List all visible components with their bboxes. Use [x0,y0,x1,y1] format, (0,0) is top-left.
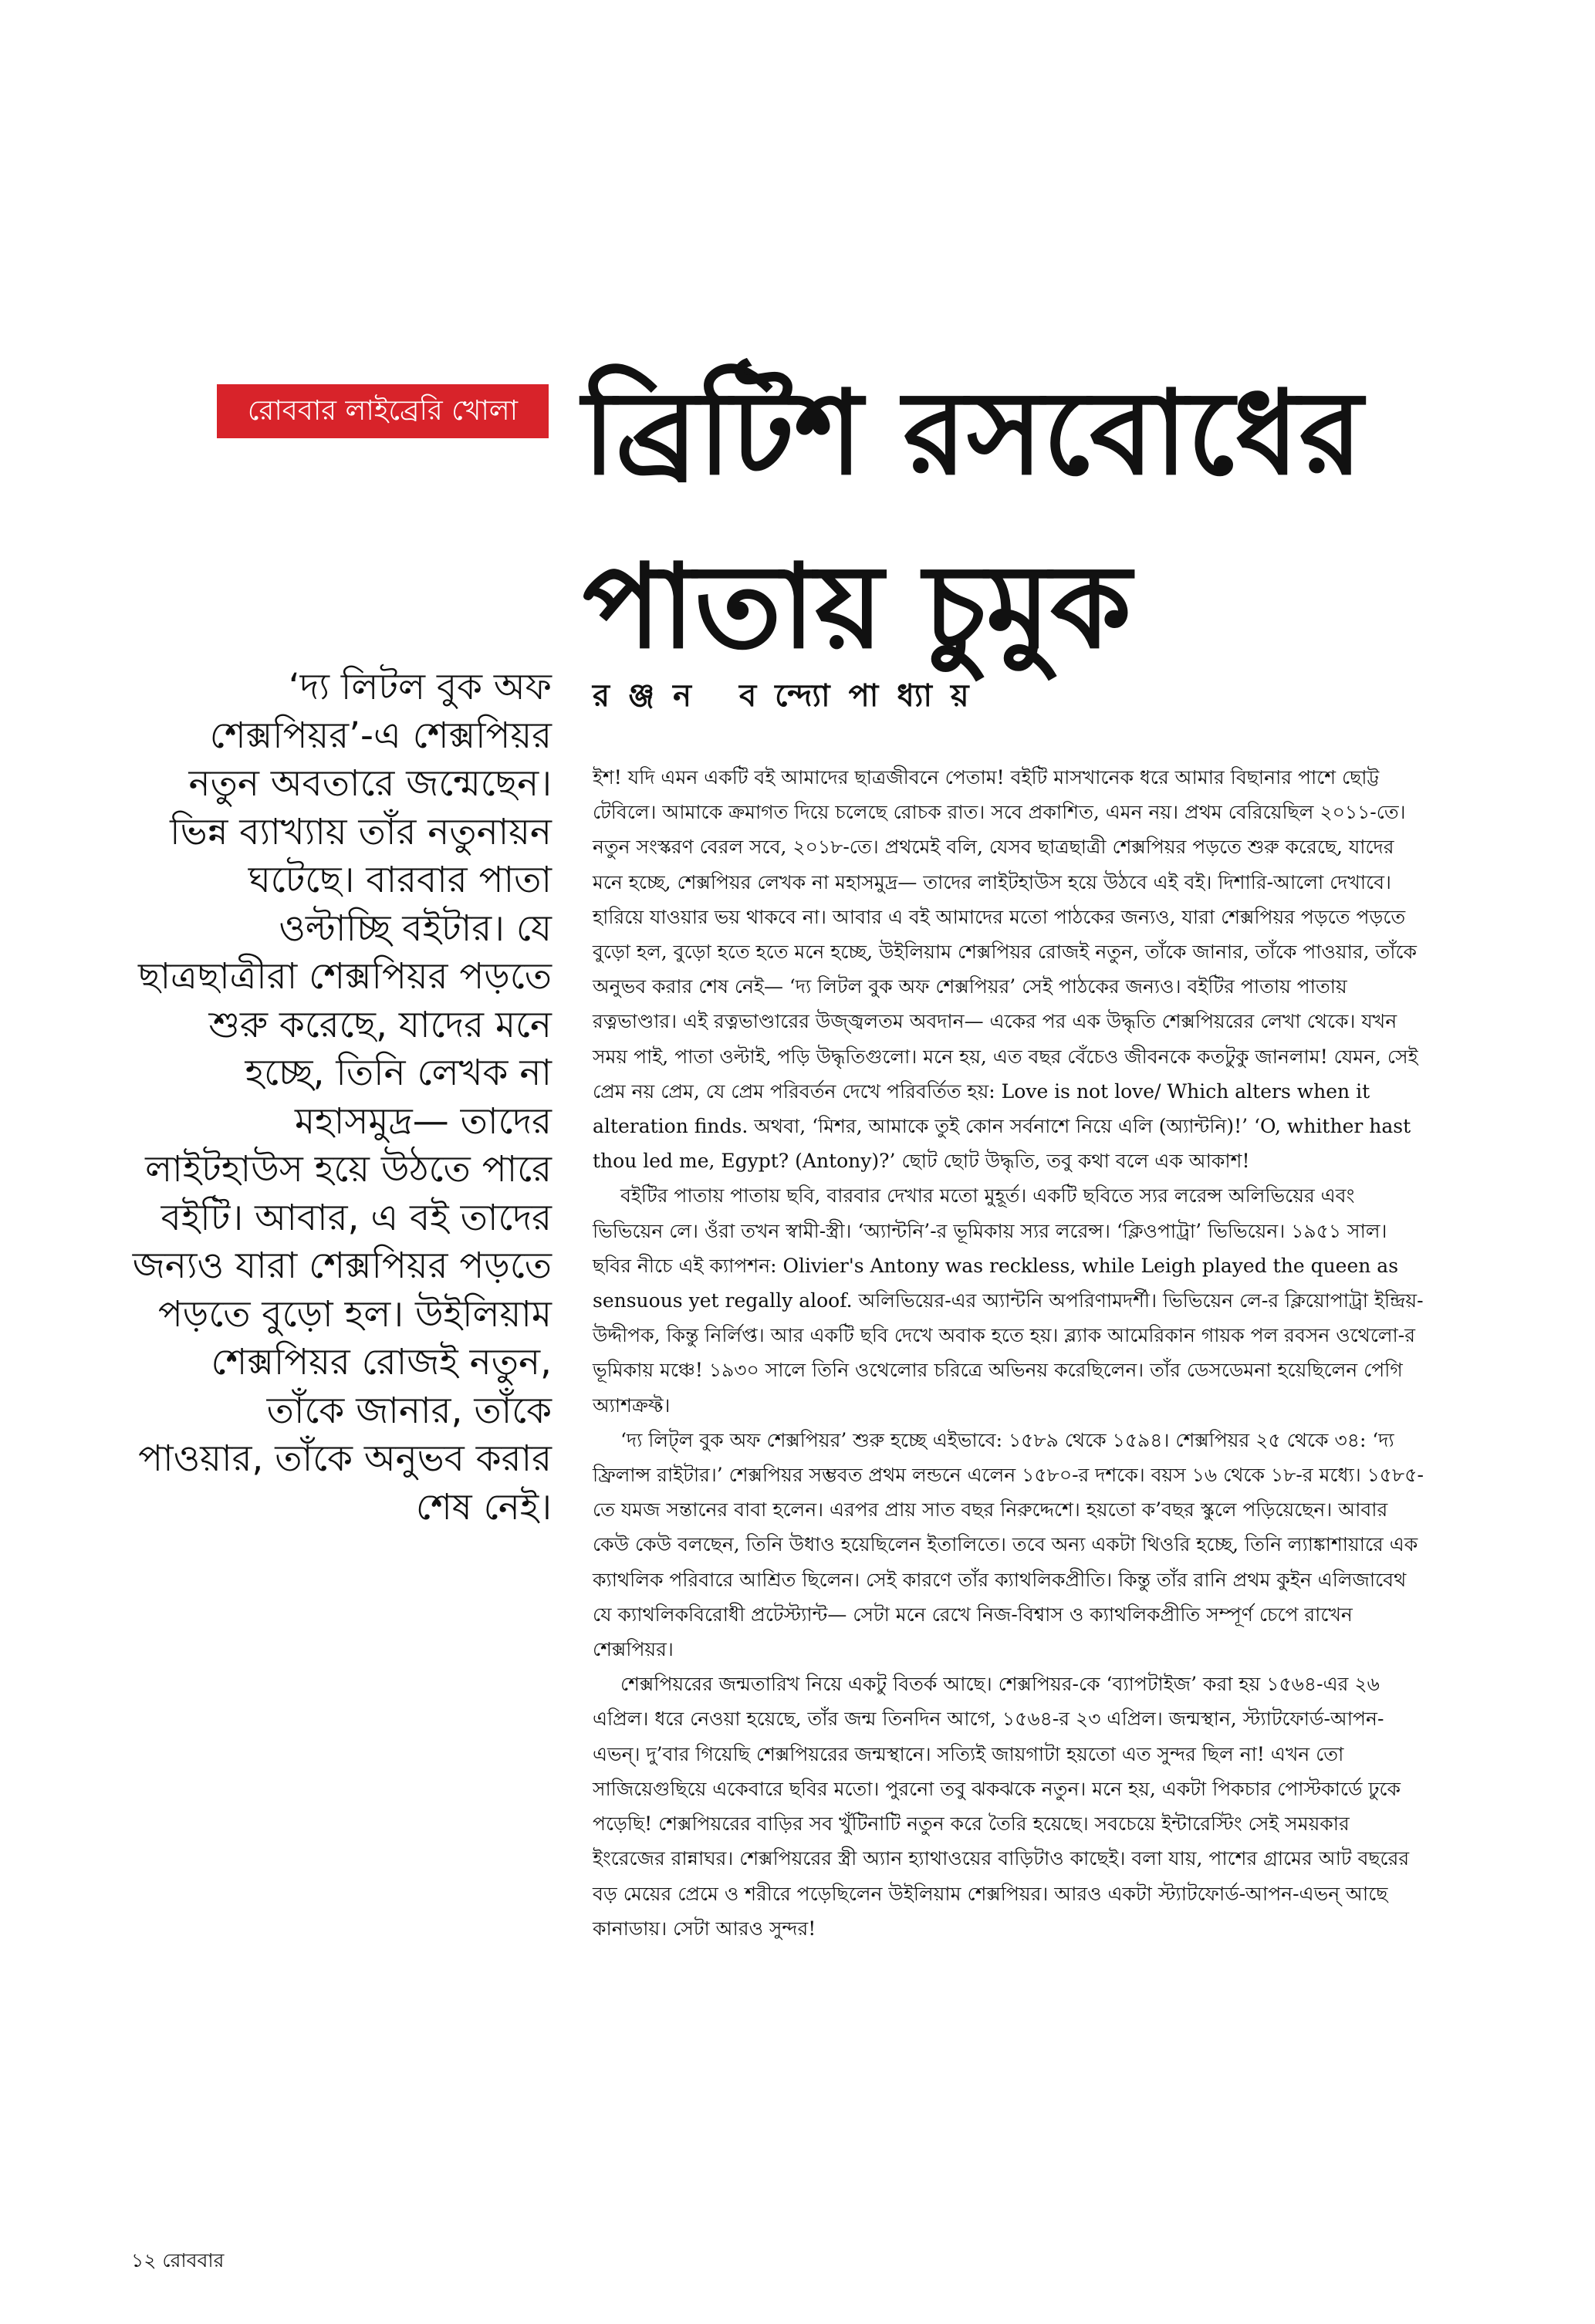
section-label: রোববার লাইব্রেরি খোলা [217,384,549,438]
body-paragraph: বইটির পাতায় পাতায় ছবি, বারবার দেখার মতো মুহূর্ত। একটি ছবিতে স্যর লরেন্স অলিভিয়ের এবং ভিভিয়েন লে। ওঁরা তখন স্বামী-স্ত্রী। ‘অ্যান্টনি’-র ভূমিকায় স্যর লরেন্স। ‘ক্লিওপাট্রা’ ভিভিয়েন। ১৯৫১ সাল। ছবির নীচে এই ক্যাপশন: Olivier's Antony was reckless, while Leigh played the queen as sensuous yet regally aloof. অলিভিয়ের-এর অ্যান্টনি অপরিণামদর্শী। ভিভিয়েন লে-র ক্লিয়োপাট্রা ইন্দ্রিয়-উদ্দীপক, কিন্তু নির্লিপ্ত। আর একটি ছবি দেখে অবাক হতে হয়। ব্ল্যাক আমেরিকান গায়ক পল রবসন ওথেলো-র ভূমিকায় মঞ্চে! ১৯৩০ সালে তিনি ওথেলোর চরিত্রে অভিনয় করেছিলেন। তাঁর ডেসডেমনা হয়েছিলেন পেগি অ্যাশক্রফ্ট। [593,1184,1424,1417]
body-paragraph: ইশ! যদি এমন একটি বই আমাদের ছাত্রজীবনে পেতাম! বইটি মাসখানেক ধরে আমার বিছানার পাশে ছোট্ট টেবিলে। আমাকে ক্রমাগত দিয়ে চলেছে রোচক রাত। সবে প্রকাশিত, এমন নয়। প্রথম বেরিয়েছিল ২০১১-তে। নতুন সংস্করণ বেরল সবে, ২০১৮-তে। প্রথমেই বলি, যেসব ছাত্রছাত্রী শেক্সপিয়র পড়তে শুরু করেছে, যাদের মনে হচ্ছে, শেক্সপিয়র লেখক না মহাসমুদ্র— তাদের লাইটহাউস হয়ে উঠবে এই বই। দিশারি-আলো দেখাবে। হারিয়ে যাওয়ার ভয় থাকবে না। আবার এ বই আমাদের মতো পাঠকের জন্যও, যারা শেক্সপিয়র পড়তে পড়তে বুড়ো হল, বুড়ো হতে হতে মনে হচ্ছে, উইলিয়াম শেক্সপিয়র রোজই নতুন, তাঁকে জানার, তাঁকে পাওয়ার, তাঁকে অনুভব করার শেষ নেই— ‘দ্য লিটল বুক অফ শেক্সপিয়র’ সেই পাঠকের জন্যও। বইটির পাতায় পাতায় রত্নভাণ্ডার। এই রত্নভাণ্ডারের উজ্জ্বলতম অবদান— একের পর এক উদ্ধৃতি শেক্সপিয়রের লেখা থেকে। যখন সময় পাই, পাতা ওল্টাই, পড়ি উদ্ধৃতিগুলো। মনে হয়, এত বছর বেঁচেও জীবনকে কতটুকু জানলাম! যেমন, সেই প্রেম নয় প্রেম, যে প্রেম পরিবর্তন দেখে পরিবর্তিত হয়: Love is not love/ Which alters when it alteration finds. অথবা, ‘মিশর, আমাকে তুই কোন সর্বনাশে নিয়ে এলি (অ্যান্টনি)!’ ‘O, whither hast thou led me, Egypt? (Antony)?’ ছোট ছোট উদ্ধৃতি, তবু কথা বলে এক আকাশ! [593,766,1418,1173]
body-paragraph: ‘দ্য লিট্‌ল বুক অফ শেক্সপিয়র’ শুরু হচ্ছে এইভাবে: ১৫৮৯ থেকে ১৫৯৪। শেক্সপিয়র ২৫ থেকে ৩৪: ‘দ্য ফ্রিলান্স রাইটার।’ শেক্সপিয়র সম্ভবত প্রথম লন্ডনে এলেন ১৫৮০-র দশকে। বয়স ১৬ থেকে ১৮-র মধ্যে। ১৫৮৫-তে যমজ সন্তানের বাবা হলেন। এরপর প্রায় সাত বছর নিরুদ্দেশে। হয়তো ক’বছর স্কুলে পড়িয়েছেন। আবার কেউ কেউ বলছেন, তিনি উধাও হয়েছিলেন ইতালিতে। তবে অন্য একটা থিওরি হচ্ছে, তিনি ল্যাঙ্কাশায়ারে এক ক্যাথলিক পরিবারে আশ্রিত ছিলেন। সেই কারণে তাঁর ক্যাথলিকপ্রীতি। কিন্তু তাঁর রানি প্রথম কুইন এলিজাবেথ যে ক্যাথলিকবিরোধী প্রটেস্ট্যান্ট— সেটা মনে রেখে নিজ-বিশ্বাস ও ক্যাথলিকপ্রীতি সম্পূর্ণ চেপে রাখেন শেক্সপিয়র। [593,1428,1424,1661]
headline: ব্রিটিশ রসবোধের পাতায় চুমুক [583,367,1363,674]
body-paragraph: শেক্সপিয়রের জন্মতারিখ নিয়ে একটু বিতর্ক আছে। শেক্সপিয়র-কে ‘ব্যাপটাইজ’ করা হয় ১৫৬৪-এর ২৬ এপ্রিল। ধরে নেওয়া হয়েছে, তাঁর জন্ম তিনদিন আগে, ১৫৬৪-র ২৩ এপ্রিল। জন্মস্থান, স্ট্যাটফোর্ড-আপন-এভন্‌। দু’বার গিয়েছি শেক্সপিয়রের জন্মস্থানে। সত্যিই জায়গাটা হয়তো এত সুন্দর ছিল না! এখন তো সাজিয়েগুছিয়ে একেবারে ছবির মতো। পুরনো তবু ঝকঝকে নতুন। মনে হয়, একটা পিকচার পোস্টকার্ডে ঢুকে পড়েছি! শেক্সপিয়রের বাড়ির সব খুঁটিনাটি নতুন করে তৈরি হয়েছে। সবচেয়ে ইন্টারেস্টিং সেই সময়কার ইংরেজের রান্নাঘর। শেক্সপিয়রের স্ত্রী অ্যান হ্যাথাওয়ের বাড়িটাও কাছেই। বলা যায়, পাশের গ্রামের আট বছরের বড় মেয়ের প্রেমে ও শরীরে পড়েছিলেন উইলিয়াম শেক্সপিয়র। আরও একটা স্ট্যাটফোর্ড-আপন-এভন্‌ আছে কানাডায়। সেটা আরও সুন্দর! [593,1673,1410,1940]
pull-quote: ‘দ্য লিটল বুক অফ শেক্সপিয়র’-এ শেক্সপিয়র নতুন অবতারে জন্মেছেন। ভিন্ন ব্যাখ্যায় তাঁর নতুনায়ন ঘটেছে। বারবার পাতা ওল্টাচ্ছি বইটার। যে ছাত্রছাত্রীরা শেক্সপিয়র পড়তে শুরু করেছে, যাদের মনে হচ্ছে, তিনি লেখক না মহাসমুদ্র— তাদের লাইটহাউস হয়ে উঠতে পারে বইটি। আবার, এ বই তাদের জন্যও যারা শেক্সপিয়র পড়তে পড়তে বুড়ো হল। উইলিয়াম শেক্সপিয়র রোজই নতুন, তাঁকে জানার, তাঁকে পাওয়ার, তাঁকে অনুভব করার শেষ নেই। [132,666,552,1529]
page-footer: ১২ রোববার [131,2249,225,2272]
article-body [593,760,1426,1946]
byline: রঞ্জন বন্দ্যোপাধ্যায় [593,678,988,714]
